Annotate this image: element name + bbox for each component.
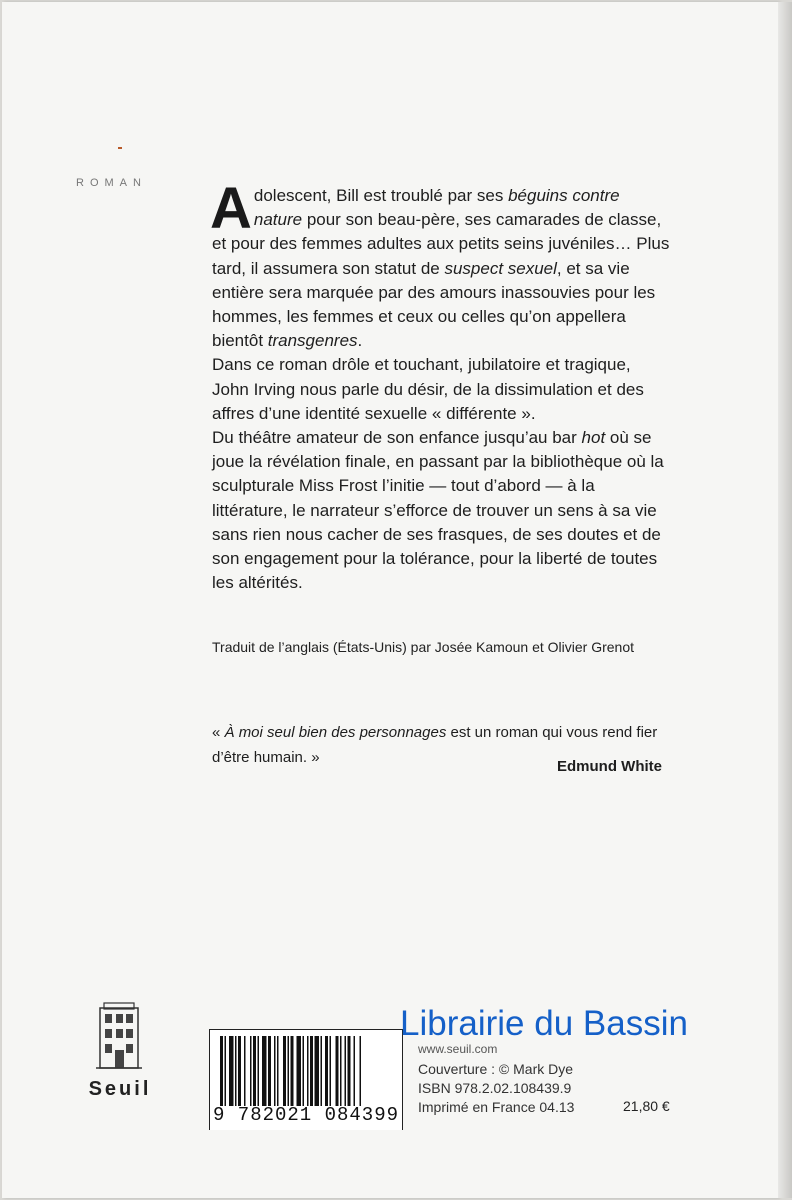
cover-edge	[778, 2, 792, 1198]
barcode-bar	[321, 1036, 323, 1106]
barcode-bar	[307, 1036, 309, 1106]
translator-credit: Traduit de l’anglais (États-Unis) par Josée Kamoun et Olivier Grenot	[212, 639, 634, 655]
genre-label: ROMAN	[76, 177, 147, 189]
barcode-bar	[235, 1036, 237, 1106]
barcode-bar	[297, 1036, 302, 1106]
barcode-bar	[244, 1036, 246, 1106]
barcode-bar	[325, 1036, 328, 1106]
cover-credit: Couverture : © Mark Dye	[418, 1061, 574, 1077]
barcode-bar	[225, 1036, 227, 1106]
barcode-bar	[303, 1036, 305, 1106]
barcode-bar	[291, 1036, 294, 1106]
barcode-bar	[220, 1036, 223, 1106]
publisher-website: www.seuil.com	[418, 1042, 498, 1056]
book-back-cover	[2, 2, 778, 1198]
barcode-bar	[229, 1036, 234, 1106]
barcode-bar	[250, 1036, 252, 1106]
isbn: ISBN 978.2.02.108439.9	[418, 1080, 572, 1096]
quote-author: Edmund White	[557, 758, 662, 775]
barcode-bar	[360, 1036, 362, 1106]
barcode-bar	[336, 1036, 339, 1106]
drop-cap: A	[210, 176, 252, 241]
cover-blemish	[118, 147, 122, 149]
blurb-emphasis: béguins contre nature	[253, 186, 620, 230]
blurb-text-run: , et sa vie entière sera marquée par des amours inassouvies pour les hommes, les femmes et ceux ou celles qu’on appellera bientôt	[212, 258, 656, 351]
barcode-bar	[345, 1036, 347, 1106]
blurb-emphasis: hot	[581, 428, 606, 448]
blurb-paragraph-3	[212, 426, 672, 595]
barcode-bar	[330, 1036, 332, 1106]
print-info: Imprimé en France 04.13	[418, 1099, 575, 1115]
barcode-bar	[340, 1036, 342, 1106]
barcode-bars	[210, 1036, 402, 1111]
barcode-bar	[348, 1036, 351, 1106]
barcode-bar	[283, 1036, 286, 1106]
barcode	[209, 1029, 403, 1130]
barcode-bar	[238, 1036, 241, 1106]
quote-text: est un roman qui vous rend fier d’être humain. »	[212, 724, 658, 766]
blurb-text-run: Du théâtre amateur de son enfance jusqu’au bar	[212, 428, 582, 448]
barcode-bar	[268, 1036, 271, 1106]
imprint-info	[418, 1060, 574, 1117]
blurb-text-run: pour son beau-père, ses camarades de classe, et pour des femmes adultes aux petits seins juvéniles… Plus tard, il assumera son statut de	[212, 210, 670, 278]
blurb-text-run: .	[357, 331, 363, 351]
barcode-bar	[288, 1036, 290, 1106]
barcode-bar	[354, 1036, 356, 1106]
blurb-text-run: où se joue la révélation finale, en passant par la bibliothèque où la sculpturale Miss Frost l’initie — tout d’abord — à la littérature, le narrateur s’efforce de trouver un sens à sa vie sans rien nous cacher de ses frasques, de ses doutes et de son engagement pour la tolérance, pour la liberté de toutes les altérités.	[212, 428, 664, 593]
bookshop-watermark: Librairie du Bassin	[400, 1004, 688, 1043]
price: 21,80 €	[623, 1098, 670, 1114]
blurb-paragraph-2: Dans ce roman drôle et touchant, jubilatoire et tragique, John Irving nous parle du désir, de la dissimulation et des affres d’une identité sexuelle « différente ».	[212, 355, 644, 423]
blurb-paragraph-1	[210, 176, 672, 353]
barcode-bar	[274, 1036, 276, 1106]
publisher-name: Seuil	[88, 1078, 152, 1100]
barcode-bar	[258, 1036, 260, 1106]
publisher-logo	[80, 1002, 170, 1101]
blurb-text-run: dolescent, Bill est troublé par ses	[253, 186, 509, 205]
barcode-bar	[253, 1036, 256, 1106]
barcode-bar	[315, 1036, 320, 1106]
quote-open: «	[212, 724, 225, 741]
barcode-bar	[277, 1036, 279, 1106]
barcode-number: 9 782021 084399	[212, 1104, 400, 1126]
blurb-emphasis: suspect sexuel	[444, 258, 557, 278]
barcode-bar	[262, 1036, 267, 1106]
barcode-bar	[310, 1036, 313, 1106]
blurb-text	[210, 176, 672, 595]
blurb-emphasis: transgenres	[267, 331, 358, 351]
quote-book-title: À moi seul bien des personnages	[224, 724, 447, 741]
house-icon	[94, 1002, 144, 1070]
